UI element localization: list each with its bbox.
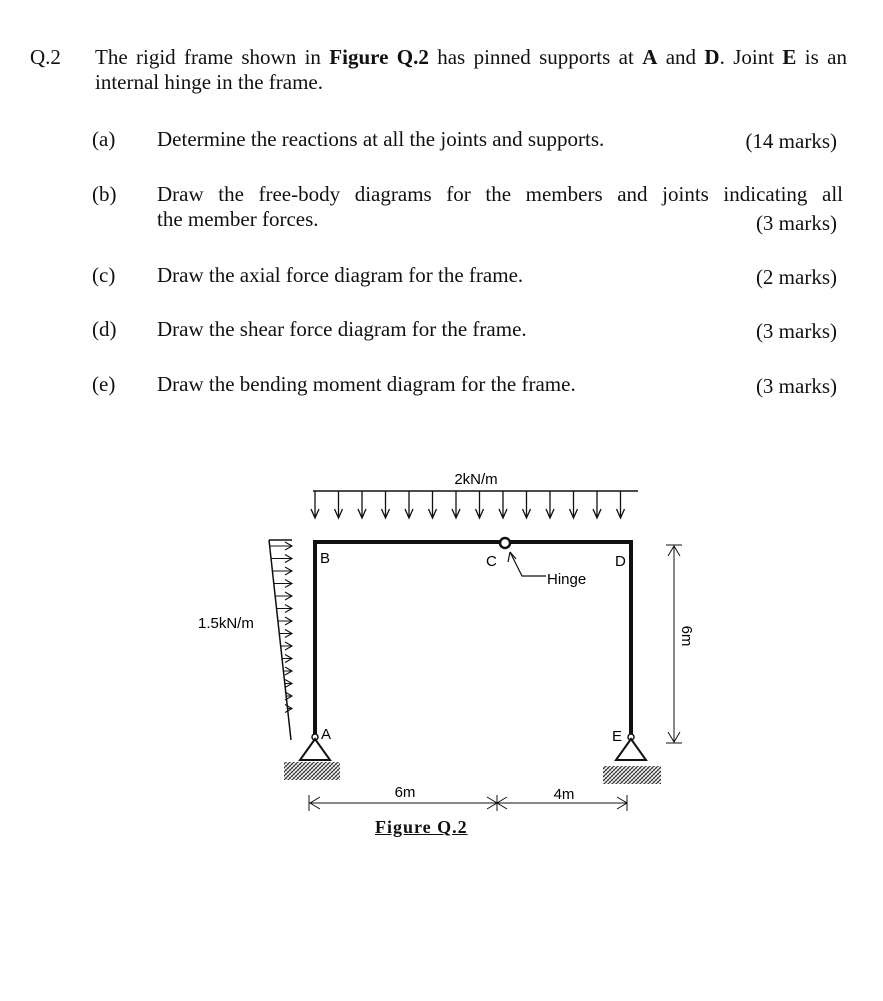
triangular-load-arrow: [279, 630, 292, 638]
question-stem: The rigid frame shown in Figure Q.2 has pinned supports at A and D. Joint E is an internal hinge in the frame.: [95, 45, 848, 94]
hinge-label: Hinge: [547, 571, 587, 588]
node-c-label: C: [486, 553, 497, 570]
triangular-load-arrow: [278, 617, 292, 625]
triangular-load-arrow: [285, 680, 292, 688]
udl-label: 2kN/m: [454, 471, 498, 488]
part-b-marks: (3 marks): [755, 211, 837, 235]
udl-arrow: [429, 491, 437, 518]
triangular-load-arrow: [272, 567, 292, 575]
part-d-label: (d): [92, 317, 117, 341]
triangular-load-arrow: [281, 642, 292, 650]
pin-support-a: [284, 734, 340, 780]
udl-arrow: [452, 491, 460, 518]
node-d-label: D: [615, 553, 626, 570]
figure-caption: Figure Q.2: [375, 817, 468, 837]
udl-arrows: [311, 491, 625, 518]
udl-arrow: [405, 491, 413, 518]
udl-arrow: [593, 491, 601, 518]
node-b-label: B: [320, 550, 331, 567]
triangular-load-arrow: [274, 580, 292, 588]
height-dim-label: 6m: [678, 625, 695, 647]
udl-arrow: [523, 491, 531, 518]
part-e-text: Draw the bending moment diagram for the frame.: [157, 372, 576, 396]
part-b-text: Draw the free-body diagrams for the members and joints indicating all: [157, 182, 843, 206]
part-c-marks: (2 marks): [755, 265, 837, 289]
udl-arrow: [570, 491, 578, 518]
triangular-load-arrow: [275, 592, 292, 600]
udl-arrow: [335, 491, 343, 518]
span-dimension: [309, 795, 627, 811]
hinge-leader: [510, 552, 546, 576]
triangular-load: [269, 540, 292, 740]
triangular-load-arrow: [270, 542, 292, 550]
part-b-text-line2: the member forces.: [157, 207, 319, 231]
udl-arrow: [546, 491, 554, 518]
udl-arrow: [499, 491, 507, 518]
part-c-text: Draw the axial force diagram for the frame.: [157, 263, 524, 287]
part-c-label: (c): [92, 263, 116, 287]
node-e-label: E: [612, 728, 623, 745]
span-left-label: 6m: [394, 784, 416, 801]
part-a-marks: (14 marks): [745, 129, 837, 153]
triangular-load-arrow: [271, 555, 292, 563]
part-d-marks: (3 marks): [755, 319, 837, 343]
udl-arrow: [476, 491, 484, 518]
part-a-text: Determine the reactions at all the joints and supports.: [157, 127, 605, 151]
node-a-label: A: [321, 726, 332, 743]
triangular-load-label: 1.5kN/m: [198, 615, 254, 632]
part-b-label: (b): [92, 182, 117, 206]
hinge-c: [500, 538, 510, 548]
triangular-load-arrow: [282, 655, 292, 663]
udl-arrow: [358, 491, 366, 518]
triangular-load-arrow: [283, 667, 292, 675]
part-a-label: (a): [92, 127, 116, 151]
udl-arrow: [311, 491, 319, 518]
span-right-label: 4m: [553, 786, 575, 803]
part-e-marks: (3 marks): [755, 374, 837, 398]
triangular-load-arrow: [277, 605, 293, 613]
udl-arrow: [382, 491, 390, 518]
udl-arrow: [617, 491, 625, 518]
part-d-text: Draw the shear force diagram for the frame.: [157, 317, 527, 341]
part-e-label: (e): [92, 372, 116, 396]
question-number: Q.2: [30, 45, 61, 69]
